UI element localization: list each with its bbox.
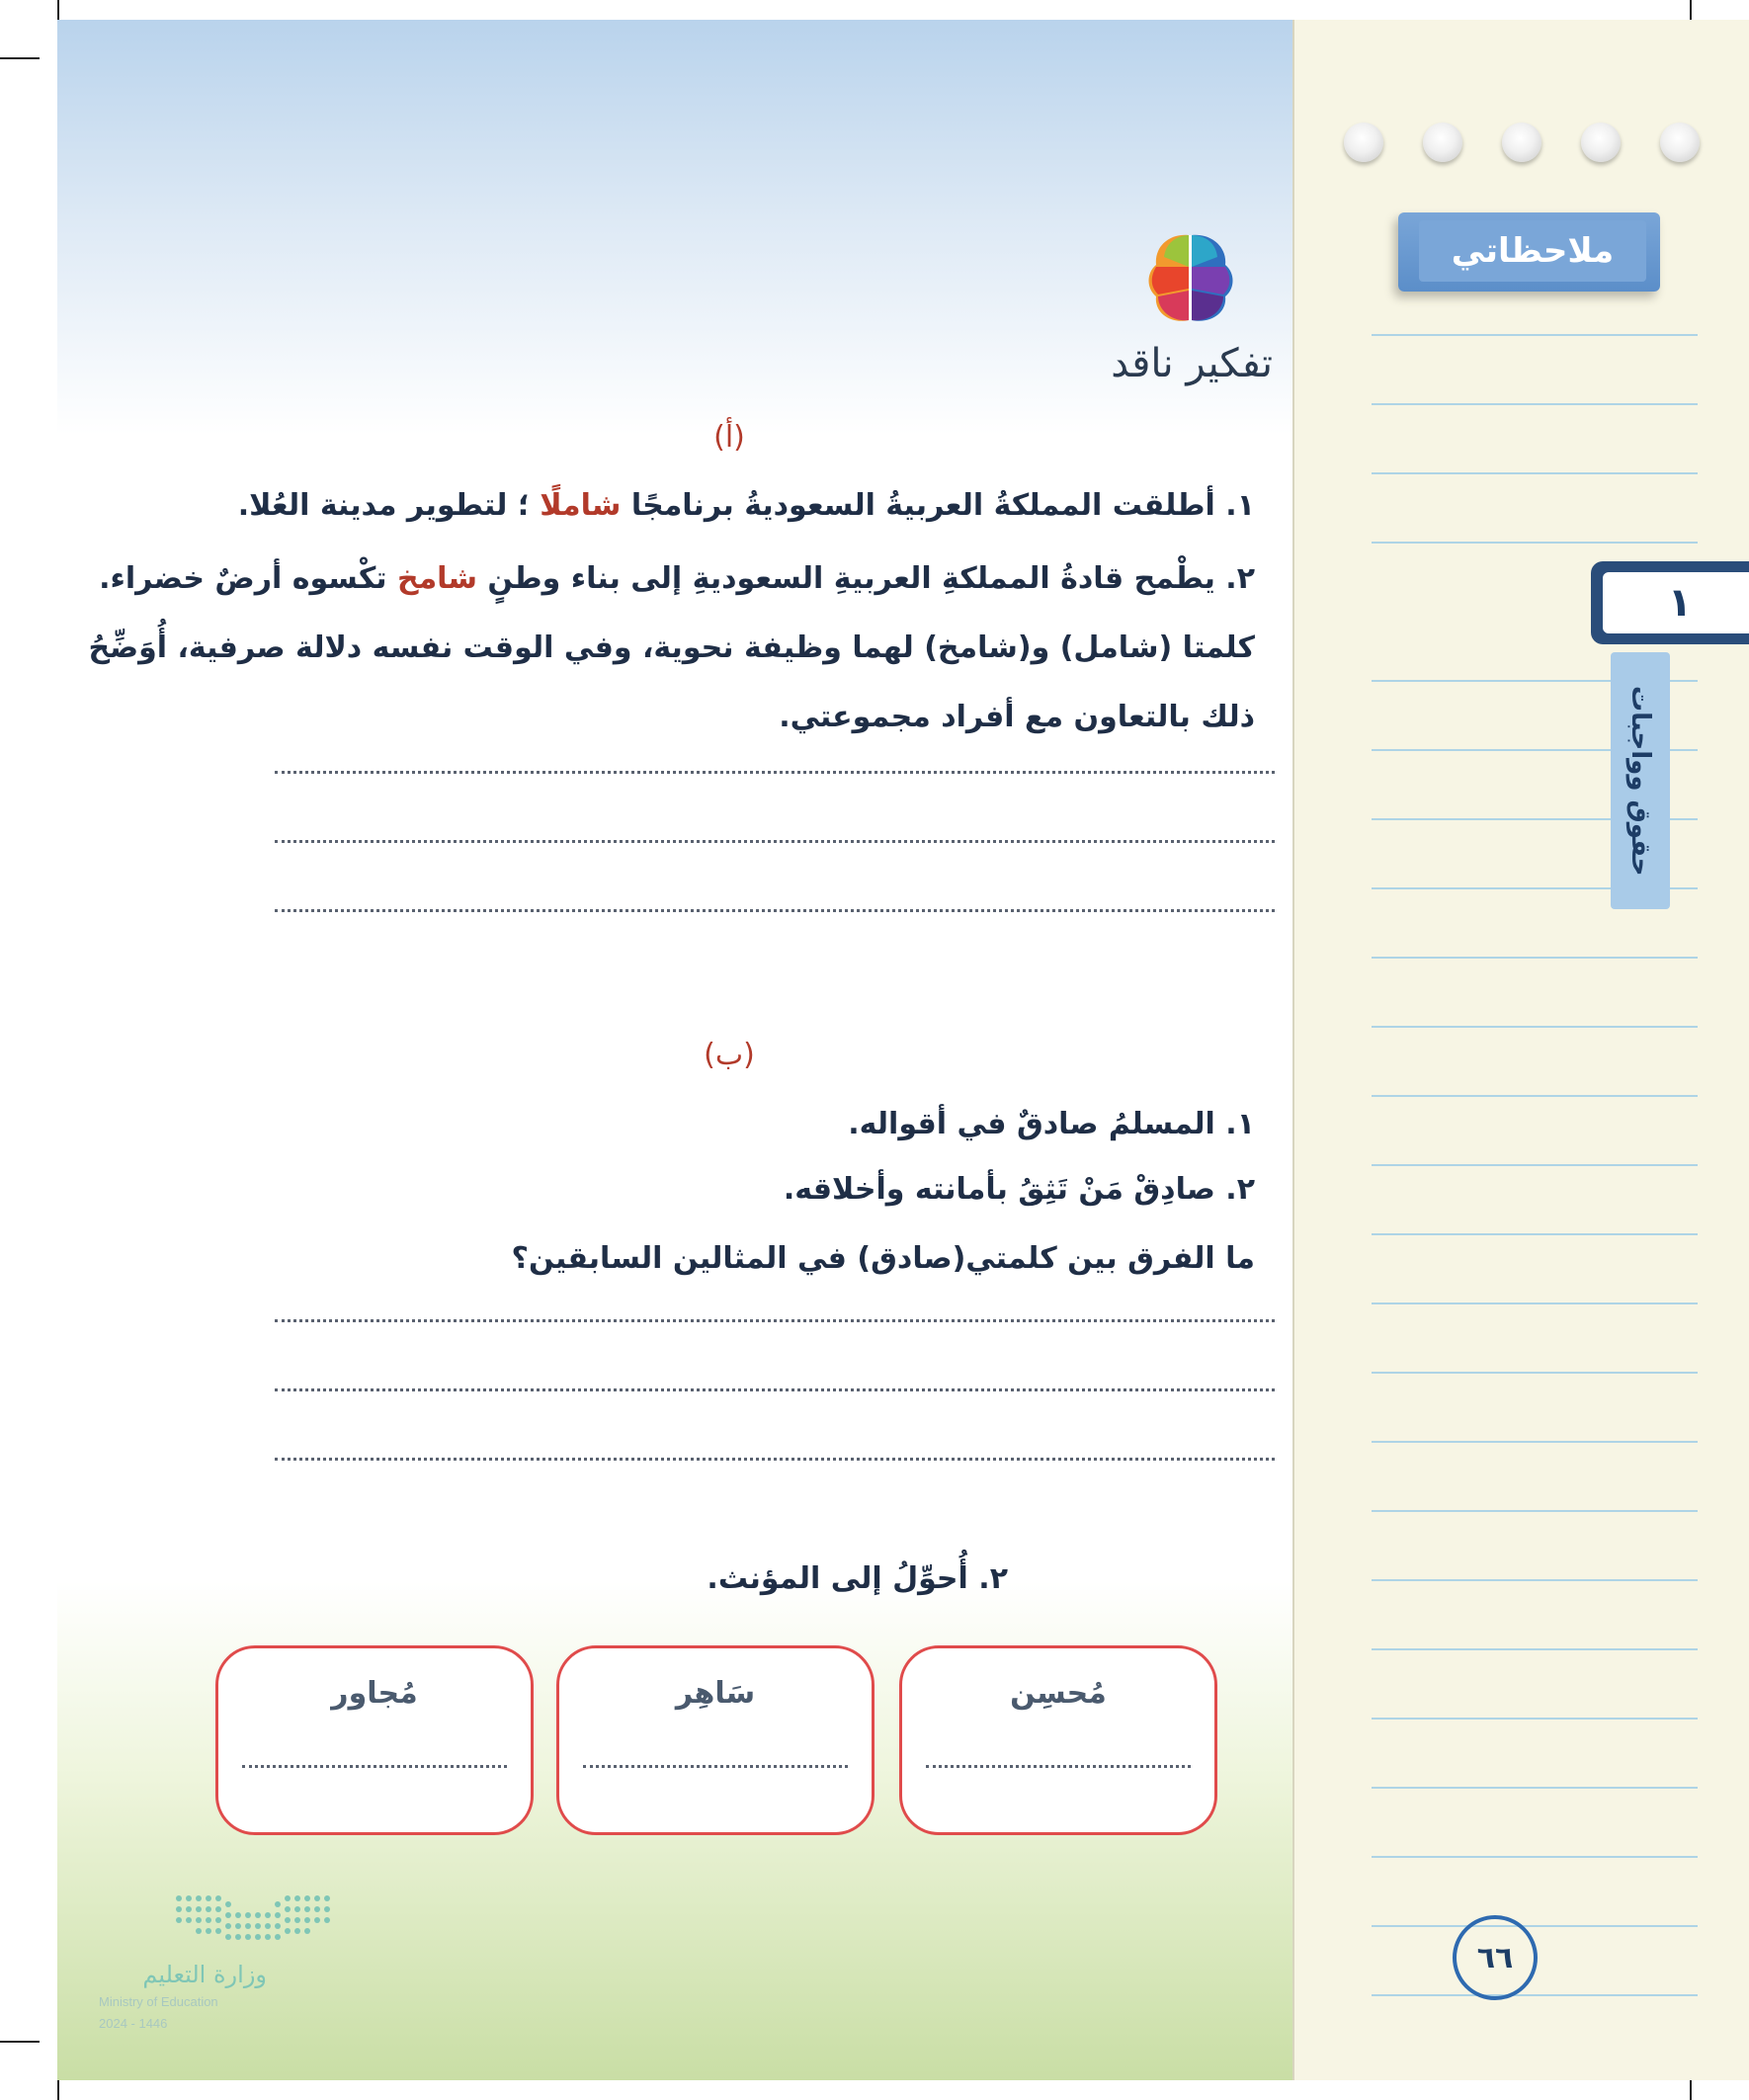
logo-dot [275, 1901, 281, 1907]
logo-dot [245, 1923, 251, 1929]
ruled-line [1372, 1441, 1698, 1443]
section-a-label: (أ) [713, 420, 745, 455]
logo-dot [206, 1917, 211, 1923]
box-answer-line[interactable] [583, 1765, 848, 1768]
logo-dot [294, 1917, 300, 1923]
logo-dot [265, 1912, 271, 1918]
logo-dot [215, 1917, 221, 1923]
binder-ring [1581, 123, 1621, 162]
answer-line[interactable] [275, 840, 1275, 843]
ruled-line [1372, 1233, 1698, 1235]
ruled-line [1372, 1994, 1698, 1996]
logo-caption: تفكير ناقد [1111, 341, 1273, 386]
logo-dot [196, 1928, 202, 1934]
brain-icon [1075, 227, 1273, 346]
ministry-name-en: Ministry of Education [99, 1994, 218, 2009]
logo-dot [294, 1928, 300, 1934]
logo-dot [275, 1934, 281, 1940]
logo-dot [235, 1934, 241, 1940]
logo-dot [314, 1917, 320, 1923]
section-a-sentence-2 [57, 561, 1255, 596]
sentence-text: ؛ لتطوير مدينة العُلا. [237, 488, 541, 523]
logo-dot [255, 1923, 261, 1929]
logo-dot [245, 1934, 251, 1940]
logo-dot [285, 1917, 291, 1923]
notes-tab [1398, 212, 1660, 292]
unit-number: ١ [1599, 568, 1749, 637]
logo-dot [304, 1895, 310, 1901]
logo-dot [225, 1912, 231, 1918]
box-word: سَاهِر [675, 1676, 756, 1711]
logo-dot [304, 1917, 310, 1923]
task-2-instruction: ٢. أُحوِّلُ إلى المؤنث. [707, 1561, 1008, 1596]
section-b-label: (ب) [704, 1038, 755, 1072]
section-b-sentence-1: ١. المسلمُ صادقٌ في أقواله. [848, 1107, 1255, 1141]
logo-dot [225, 1934, 231, 1940]
section-b-question: ما الفرق بين كلمتي(صادق) في المثالين السابقين؟ [511, 1241, 1255, 1276]
page-number: ٦٦ [1453, 1915, 1538, 2000]
logo-dot [314, 1906, 320, 1912]
ministry-name-ar: وزارة التعليم [142, 1961, 267, 1988]
ruled-line [1372, 1718, 1698, 1720]
ruled-line [1372, 1648, 1698, 1650]
logo-dot [235, 1912, 241, 1918]
section-a-question-line-2: ذلك بالتعاون مع أفراد مجموعتي. [779, 700, 1255, 734]
ruled-line [1372, 334, 1698, 336]
ruled-line [1372, 1302, 1698, 1304]
worksheet-page [57, 20, 1292, 2080]
logo-dot [245, 1912, 251, 1918]
ministry-year: 2024 - 1446 [99, 2016, 168, 2031]
ruled-line [1372, 1095, 1698, 1097]
section-a-sentence-1 [57, 488, 1255, 523]
logo-dot [176, 1917, 182, 1923]
logo-dot [255, 1934, 261, 1940]
ruled-line [1372, 403, 1698, 405]
ruled-line [1372, 1856, 1698, 1858]
logo-dot [275, 1923, 281, 1929]
answer-box[interactable] [215, 1645, 534, 1835]
logo-dot [215, 1928, 221, 1934]
logo-dot [225, 1901, 231, 1907]
logo-dot [285, 1895, 291, 1901]
answer-line[interactable] [275, 1458, 1275, 1461]
sentence-text: تكْسوه أرضٌ خضراء. [99, 561, 397, 596]
logo-dot [206, 1895, 211, 1901]
logo-dot [324, 1895, 330, 1901]
section-b-sentence-2: ٢. صادِقْ مَنْ تَثِقُ بأمانته وأخلاقه. [783, 1172, 1255, 1207]
logo-dot [255, 1912, 261, 1918]
logo-dot [294, 1895, 300, 1901]
binder-ring [1502, 123, 1541, 162]
section-a-question-line-1: كلمتا (شامل) و(شامخ) لهما وظيفة نحوية، وفي الوقت نفسه دلالة صرفية، أُوَضِّحُ [88, 630, 1255, 665]
binder-ring [1660, 123, 1700, 162]
answer-line[interactable] [275, 1319, 1275, 1322]
logo-dot [206, 1906, 211, 1912]
notes-panel [1292, 20, 1749, 2080]
sentence-text: ٢. يطْمح قادةُ المملكةِ العربيةِ السعوديةِ إلى بناء وطنٍ [476, 561, 1255, 596]
box-word: مُحسِن [1010, 1676, 1107, 1711]
logo-dot [235, 1923, 241, 1929]
crop-mark [0, 2041, 40, 2043]
logo-dot [324, 1906, 330, 1912]
logo-dot [304, 1928, 310, 1934]
logo-dot [285, 1906, 291, 1912]
logo-dot [324, 1917, 330, 1923]
notes-title: ملاحظاتي [1419, 220, 1646, 282]
ruled-line [1372, 1925, 1698, 1927]
ruled-line [1372, 1510, 1698, 1512]
logo-dot [186, 1917, 192, 1923]
box-answer-line[interactable] [242, 1765, 507, 1768]
logo-dot [196, 1917, 202, 1923]
sentence-text: ١. أطلقت المملكةُ العربيةُ السعوديةُ برنامجًا [621, 488, 1255, 523]
ruled-line [1372, 542, 1698, 544]
logo-dot [196, 1895, 202, 1901]
ruled-line [1372, 1787, 1698, 1789]
logo-dot [176, 1906, 182, 1912]
box-word: مُجاور [331, 1676, 418, 1711]
answer-box[interactable] [556, 1645, 874, 1835]
ruled-line [1372, 957, 1698, 959]
binder-ring [1423, 123, 1462, 162]
highlighted-word: شامخ [396, 561, 477, 596]
logo-dot [176, 1895, 182, 1901]
unit-title: حقوق وواجبات [1625, 685, 1655, 877]
logo-dot [225, 1923, 231, 1929]
logo-dot [265, 1934, 271, 1940]
logo-dot [294, 1906, 300, 1912]
binder-ring [1344, 123, 1383, 162]
logo-dot [186, 1906, 192, 1912]
box-answer-line[interactable] [926, 1765, 1191, 1768]
answer-line[interactable] [275, 1388, 1275, 1391]
ruled-line [1372, 1579, 1698, 1581]
ruled-line [1372, 1164, 1698, 1166]
logo-dot [206, 1928, 211, 1934]
ruled-line [1372, 1026, 1698, 1028]
crop-mark [0, 57, 40, 59]
logo-dot [186, 1895, 192, 1901]
highlighted-word: شاملًا [540, 488, 622, 523]
logo-dot [265, 1923, 271, 1929]
answer-line[interactable] [275, 909, 1275, 912]
logo-dot [196, 1906, 202, 1912]
logo-dot [215, 1906, 221, 1912]
logo-dot [275, 1912, 281, 1918]
logo-dot [304, 1906, 310, 1912]
logo-dot [314, 1895, 320, 1901]
logo-dot [215, 1895, 221, 1901]
answer-box[interactable] [899, 1645, 1217, 1835]
ruled-line [1372, 1372, 1698, 1374]
ministry-logo [99, 1895, 336, 2044]
ruled-line [1372, 472, 1698, 474]
logo-dot [285, 1928, 291, 1934]
answer-line[interactable] [275, 771, 1275, 774]
